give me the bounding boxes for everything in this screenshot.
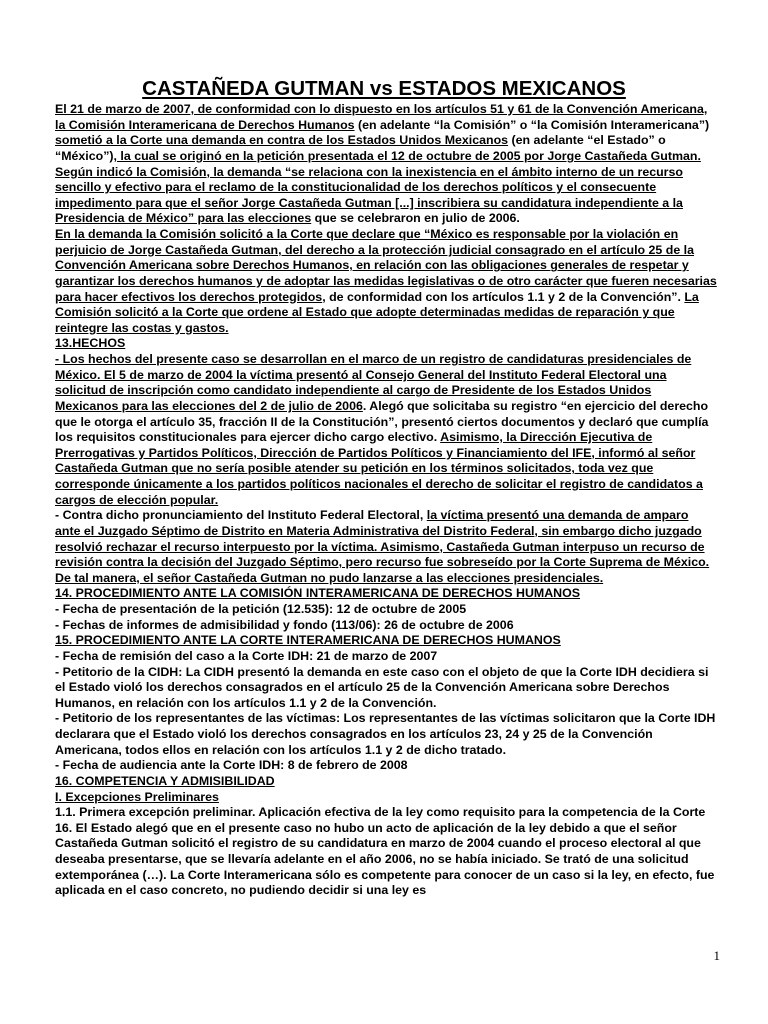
paragraph (55, 665, 717, 712)
underlined-text-run: la víctima presentó una demanda de amparo ante el Juzgado Séptimo de Distrito en Materia Administrativa del Distrito Federal, sin embargo dicho juzgado resolvió rechazar el recurso interpuesto por la víctima. Asimismo, Castañeda Gutman interpuso un recurso de revisión contra la decisión del Juzgado Séptimo, pero recurso fue sobreseído por la Corte Suprema de México. De tal manera, el señor Castañeda Gutman no pudo lanzarse a las elecciones presidenciales. (55, 508, 710, 585)
text-run: 1.1. Primera excepción preliminar. Aplicación efectiva de la ley como requisito para la competencia de la Corte (55, 805, 706, 820)
underlined-text-run: 15. PROCEDIMIENTO ANTE LA CORTE INTERAMERICANA DE DERECHOS HUMANOS (55, 633, 561, 648)
paragraph (55, 805, 717, 821)
paragraph (55, 102, 717, 165)
text-run: - Fecha de presentación de la petición (12.535): 12 de octubre de 2005 (55, 602, 467, 616)
text-run: - Contra dicho pronunciamiento del Instituto Federal Electoral, (55, 508, 427, 523)
paragraph (55, 633, 717, 649)
paragraph (55, 821, 717, 899)
underlined-text-run: Asimismo, la Dirección Ejecutiva de Prerrogativas y Partidos Políticos, Dirección de Partidos Políticos y Financiamiento del IFE, informó al señor Castañeda Gutman que no sería posible atender su petición en los términos solicitados, toda vez que corresponde únicamente a los partidos políticos nacionales el derecho de solicitar el registro de candidatos a cargos de elección popular. (55, 430, 703, 507)
underlined-text-run: 16. COMPETENCIA Y ADMISIBILIDAD (55, 773, 275, 788)
paragraph (55, 758, 717, 774)
text-run: (en adelante “la Comisión” o “la Comisión Interamericana”) (354, 117, 710, 132)
text-run: . Alegó que solicitaba su registro “en ejercicio del derecho que le otorga el artículo 35, fracción II de la Constitución”, presentó ciertos documentos y declaró que cumplía los requisitos constitucionales para ejercer dicho cargo electivo. (55, 398, 709, 445)
text-run: - Fecha de remisión del caso a la Corte IDH: 21 de marzo de 2007 (55, 648, 438, 663)
text-run: - Petitorio de los representantes de las víctimas: Los representantes de las víctimas solicitaron que la Corte IDH declarara que el Estado violó los derechos consagrados en los artículos 23, 24 y 25 de la Convención Americana, todos ellos en relación con los artículos 1.1 y 2 de dicho tratado. (55, 711, 716, 757)
document-title: CASTAÑEDA GUTMAN vs ESTADOS MEXICANOS (142, 77, 626, 100)
paragraph (55, 336, 717, 352)
paragraph (55, 165, 717, 228)
text-run: - Fecha de audiencia ante la Corte IDH: 8 de febrero de 2008 (55, 758, 408, 773)
paragraph (55, 774, 717, 790)
paragraph (55, 711, 717, 758)
paragraph (55, 227, 717, 336)
text-run: - Petitorio de la CIDH: La CIDH presentó la demanda en este caso con el objeto de que la Corte IDH decidiera si el Estado violó los derechos consagrados en el artículo 25 de la Convención Americana sobre Derechos Humanos, en relación con los artículos 1.1 y 2 de la Convención. (55, 664, 709, 710)
underlined-text-run: 14. PROCEDIMIENTO ANTE LA COMISIÓN INTERAMERICANA DE DERECHOS HUMANOS (55, 586, 581, 601)
underlined-text-run: 13.HECHOS (55, 336, 126, 351)
text-run: (en adelante “el Estado” o “México”) (55, 133, 666, 163)
text-run: que se celebraron en julio de 2006. (311, 211, 520, 226)
text-run: - Fechas de informes de admisibilidad y fondo (113/06): 26 de octubre de 2006 (55, 617, 514, 632)
page-number: 1 (713, 948, 720, 963)
underlined-text-run: La Comisión solicitó a la Corte que ordene al Estado que adopte determinadas medidas de reparación y que reintegre las costas y gastos. (55, 289, 699, 335)
text-run: 16. El Estado alegó que en el presente caso no hubo un acto de aplicación de la ley debido a que el señor Castañeda Gutman solicitó el registro de su candidatura en marzo de 2004 cuando el proceso electoral al que deseaba presentarse, que se llevaría adelante en el año 2006, no se había iniciado. Se trató de una solicitud extemporánea (…). La Corte Interamericana sólo es competente para conocer de un caso si la ley, en efecto, fue aplicada en el caso concreto, no pudiendo decidir si una ley es (55, 820, 715, 898)
paragraph (55, 790, 717, 806)
paragraph (55, 602, 717, 618)
paragraph (55, 618, 717, 634)
document-body (55, 102, 717, 899)
paragraph (55, 649, 717, 665)
paragraph (55, 508, 717, 586)
text-run: , de conformidad con los artículos 1.1 y 2 de la Convención”. (322, 289, 685, 304)
paragraph (55, 352, 717, 508)
underlined-text-run: sometió a la Corte una demanda en contra de los Estados Unidos Mexicanos (55, 133, 509, 148)
paragraph (55, 586, 717, 602)
underlined-text-run: En la demanda la Comisión solicitó a la Corte que declare que “México es responsable por la violación en perjuicio de Jorge Castañeda Gutman, del derecho a la protección judicial consagrado en el artículo 25 de la Convención Americana sobre Derechos Humanos, en relación con las obligaciones generales de respetar y garantizar los derechos humanos y de adoptar las medidas legislativas o de otro carácter que fueren necesarias para hacer efectivos los derechos protegidos (55, 227, 717, 304)
underlined-text-run: El 21 de marzo de 2007, de conformidad con lo dispuesto en los artículos 51 y 61 de la Convención Americana, la Comisión Interamericana de Derechos Humanos (55, 102, 708, 132)
underlined-text-run: , la cual se originó en la petición presentada el 12 de octubre de 2005 por Jorge Castañeda Gutman. (113, 148, 701, 163)
underlined-text-run: Según indicó la Comisión, la demanda “se relaciona con la inexistencia en el ámbito interno de un recurso sencillo y efectivo para el reclamo de la constitucionalidad de los derechos políticos y el consecuente impedimento para que el señor Jorge Castañeda Gutman [...] inscribiera su candidatura independiente a la Presidencia de México” para las elecciones (55, 164, 683, 226)
underlined-text-run: - Los hechos del presente caso se desarrollan en el marco de un registro de candidaturas presidenciales de México. El 5 de marzo de 2004 la víctima presentó al Consejo General del Instituto Federal Electoral una solicitud de inscripción como candidato independiente al cargo de Presidente de los Estados Unidos Mexicanos para las elecciones del 2 de julio de 2006 (55, 352, 692, 413)
underlined-text-run: I. Excepciones Preliminares (55, 789, 219, 804)
